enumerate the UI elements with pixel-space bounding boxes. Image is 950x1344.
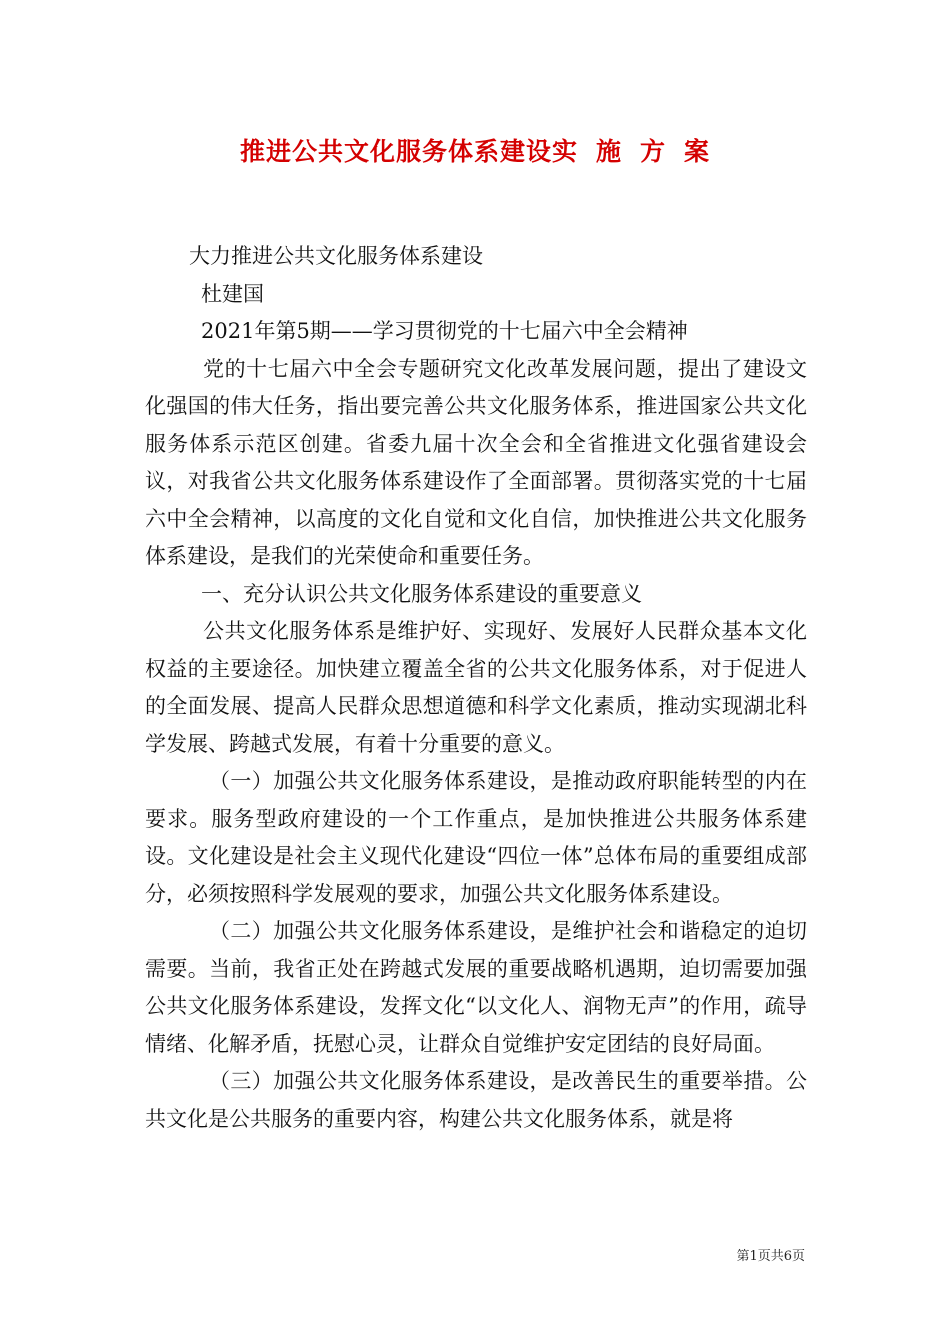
article-subtitle: 大力推进公共文化服务体系建设 (189, 244, 483, 268)
paragraph-point-1: （一）加强公共文化服务体系建设，是推动政府职能转型的内在要求。服务型政府建设的一个工作重点，是加快推进公共服务体系建设。文化建设是社会主义现代化建设“四位一体”总体布局的重要组成部分，必须按照科学发展观的要求，加强公共文化服务体系建设。 (145, 769, 807, 906)
title-char-2: 方 (640, 137, 667, 166)
section-heading-1: 一、充分认识公共文化服务体系建设的重要意义 (201, 581, 642, 606)
document-title (0, 132, 950, 168)
paragraph-point-3: （三）加强公共文化服务体系建设，是改善民生的重要举措。公共文化是公共服务的重要内容，构建公共文化服务体系，就是将 (145, 1069, 807, 1131)
title-char-3: 案 (684, 137, 711, 166)
paragraph-point-2: （二）加强公共文化服务体系建设，是维护社会和谐稳定的迫切需要。当前，我省正处在跨越式发展的重要战略机遇期，迫切需要加强公共文化服务体系建设，发挥文化“以文化人、润物无声”的作用，疏导情绪、化解矛盾，抚慰心灵，让群众自觉维护安定团结的良好局面。 (145, 919, 807, 1056)
title-main: 推进公共文化服务体系建设实 (239, 137, 578, 166)
title-char-1: 施 (595, 137, 622, 166)
document-body (145, 238, 807, 1138)
paragraph-section-1: 公共文化服务体系是维护好、实现好、发展好人民群众基本文化权益的主要途径。加快建立覆盖全省的公共文化服务体系，对于促进人的全面发展、提高人民群众思想道德和科学文化素质，推动实现湖北科学发展、跨越式发展，有着十分重要的意义。 (145, 619, 807, 756)
article-issue-line: 2021年第5期——学习贯彻党的十七届六中全会精神 (201, 319, 688, 343)
paragraph-intro: 党的十七届六中全会专题研究文化改革发展问题，提出了建设文化强国的伟大任务，指出要完善公共文化服务体系，推进国家公共文化服务体系示范区创建。省委九届十次全会和全省推进文化强省建设会议，对我省公共文化服务体系建设作了全面部署。贯彻落实党的十七届六中全会精神，以高度的文化自觉和文化自信，加快推进公共文化服务体系建设，是我们的光荣使命和重要任务。 (145, 356, 807, 568)
article-author: 杜建国 (201, 281, 264, 306)
page-number: 第1页共6页 (736, 1249, 805, 1264)
